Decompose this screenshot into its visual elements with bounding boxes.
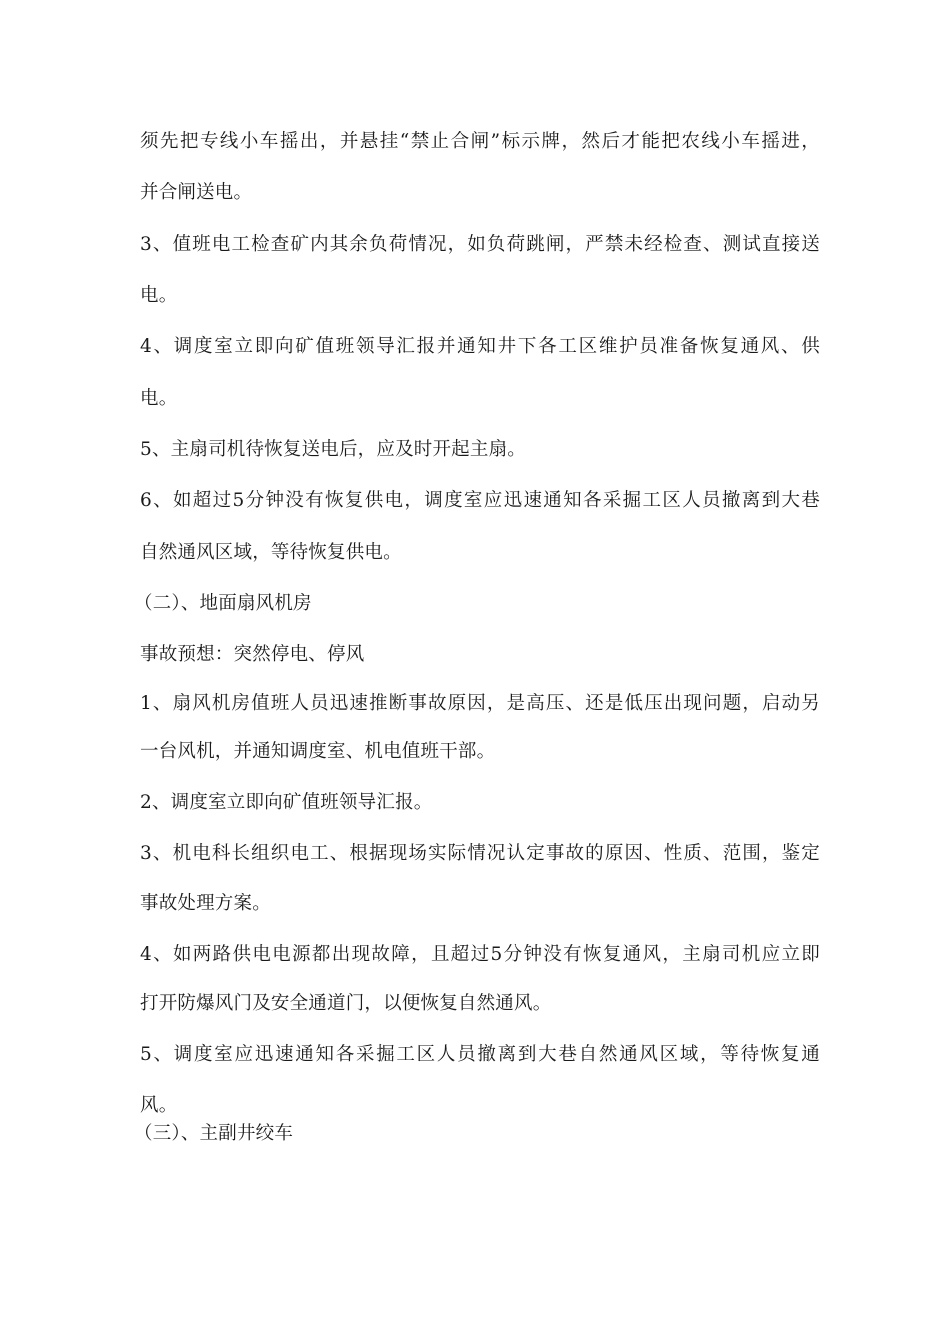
text-line: 6、如超过5分钟没有恢复供电，调度室应迅速通知各采掘工区人员撤离到大巷 — [140, 490, 820, 511]
text-line: 自然通风区域，等待恢复供电。 — [140, 542, 402, 563]
text-line: 事故预想：突然停电、停风 — [140, 644, 365, 665]
text-line: 3、值班电工检查矿内其余负荷情况，如负荷跳闸，严禁未经检查、测试直接送 — [140, 234, 820, 255]
text-line: 一台风机，并通知调度室、机电值班干部。 — [140, 741, 496, 762]
text-line: 并合闸送电。 — [140, 182, 253, 203]
text-line: 4、如两路供电电源都出现故障，且超过5分钟没有恢复通风，主扇司机应立即 — [140, 944, 820, 965]
text-line: 打开防爆风门及安全通道门，以便恢复自然通风。 — [140, 993, 552, 1014]
text-line: 1、扇风机房值班人员迅速推断事故原因，是高压、还是低压出现问题，启动另 — [140, 693, 820, 714]
text-line: 3、机电科长组织电工、根据现场实际情况认定事故的原因、性质、范围，鉴定 — [140, 843, 820, 864]
text-line: 5、调度室应迅速通知各采掘工区人员撤离到大巷自然通风区域，等待恢复通 — [140, 1044, 820, 1065]
text-line: 电。 — [140, 285, 178, 306]
text-line: 风。 — [140, 1095, 178, 1116]
text-line: 4、调度室立即向矿值班领导汇报并通知井下各工区维护员准备恢复通风、供 — [140, 336, 820, 357]
text-line: 事故处理方案。 — [140, 893, 271, 914]
text-line: 电。 — [140, 388, 178, 409]
section-heading: （三）、主副井绞车 — [134, 1123, 294, 1144]
text-line: 须先把专线小车摇出，并悬挂“禁止合闸”标示牌，然后才能把农线小车摇进， — [140, 131, 820, 152]
text-line: 5、主扇司机待恢复送电后，应及时开起主扇。 — [140, 439, 526, 460]
text-line: 2、调度室立即向矿值班领导汇报。 — [140, 792, 433, 813]
section-heading: （二）、地面扇风机房 — [134, 593, 312, 614]
